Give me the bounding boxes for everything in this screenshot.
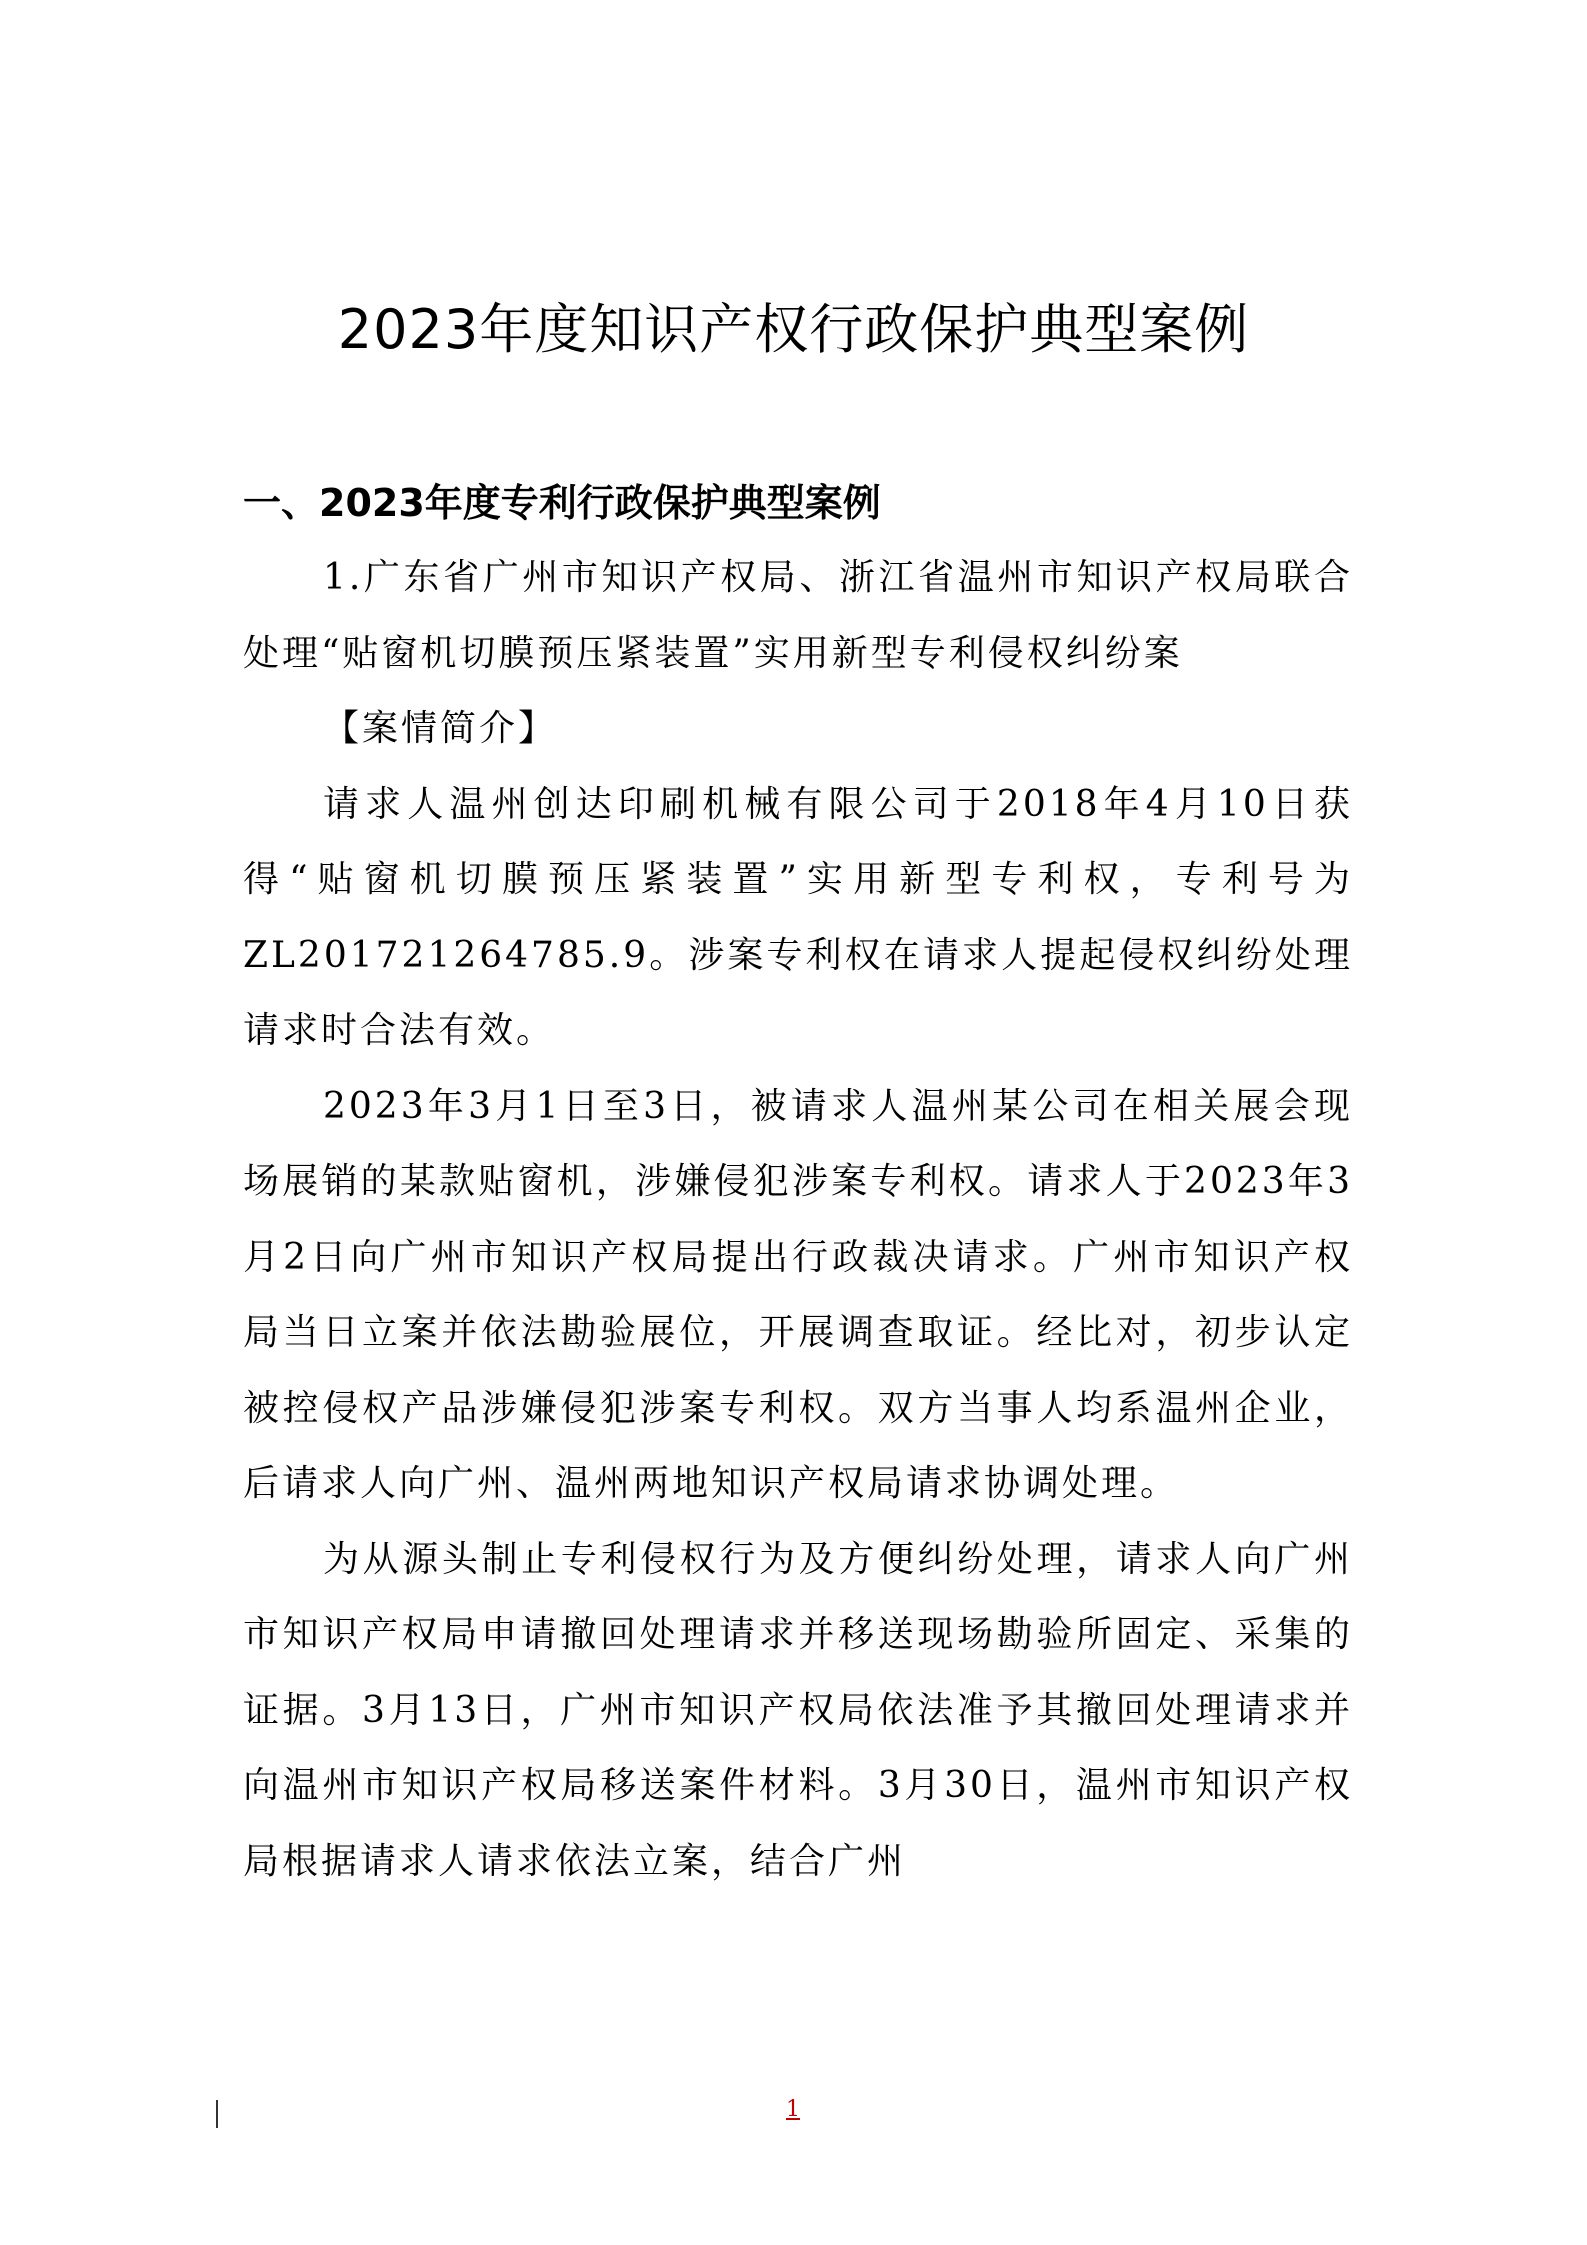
document-title: 2023年度知识产权行政保护典型案例 (337, 298, 1250, 361)
page-number: 1 (786, 2097, 800, 2122)
document-body (243, 466, 1353, 1899)
case-title: 1.广东省广州市知识产权局、浙江省温州市知识产权局联合处理“贴窗机切膜预压紧装置”实用新型专利侵权纠纷案 (243, 557, 1353, 674)
case-summary-subheading: 【案情简介】 (323, 708, 558, 749)
footer-divider (216, 2100, 218, 2128)
paragraph-3: 为从源头制止专利侵权行为及方便纠纷处理，请求人向广州市知识产权局申请撤回处理请求并移送现场勘验所固定、采集的证据。3月13日，广州市知识产权局依法准予其撤回处理请求并向温州市知识产权局移送案件材料。3月30日，温州市知识产权局根据请求人请求依法立案，结合广州 (243, 1538, 1353, 1882)
paragraph-1: 请求人温州创达印刷机械有限公司于2018年4月10日获得“贴窗机切膜预压紧装置”实用新型专利权，专利号为ZL201721264785.9。涉案专利权在请求人提起侵权纠纷处理请求时合法有效。 (243, 783, 1353, 1051)
section-heading: 一、2023年度专利行政保护典型案例 (243, 481, 881, 525)
paragraph-2: 2023年3月1日至3日，被请求人温州某公司在相关展会现场展销的某款贴窗机，涉嫌侵犯涉案专利权。请求人于2023年3月2日向广州市知识产权局提出行政裁决请求。广州市知识产权局当日立案并依法勘验展位，开展调查取证。经比对，初步认定被控侵权产品涉嫌侵犯涉案专利权。双方当事人均系温州企业，后请求人向广州、温州两地知识产权局请求协调处理。 (243, 1085, 1353, 1504)
